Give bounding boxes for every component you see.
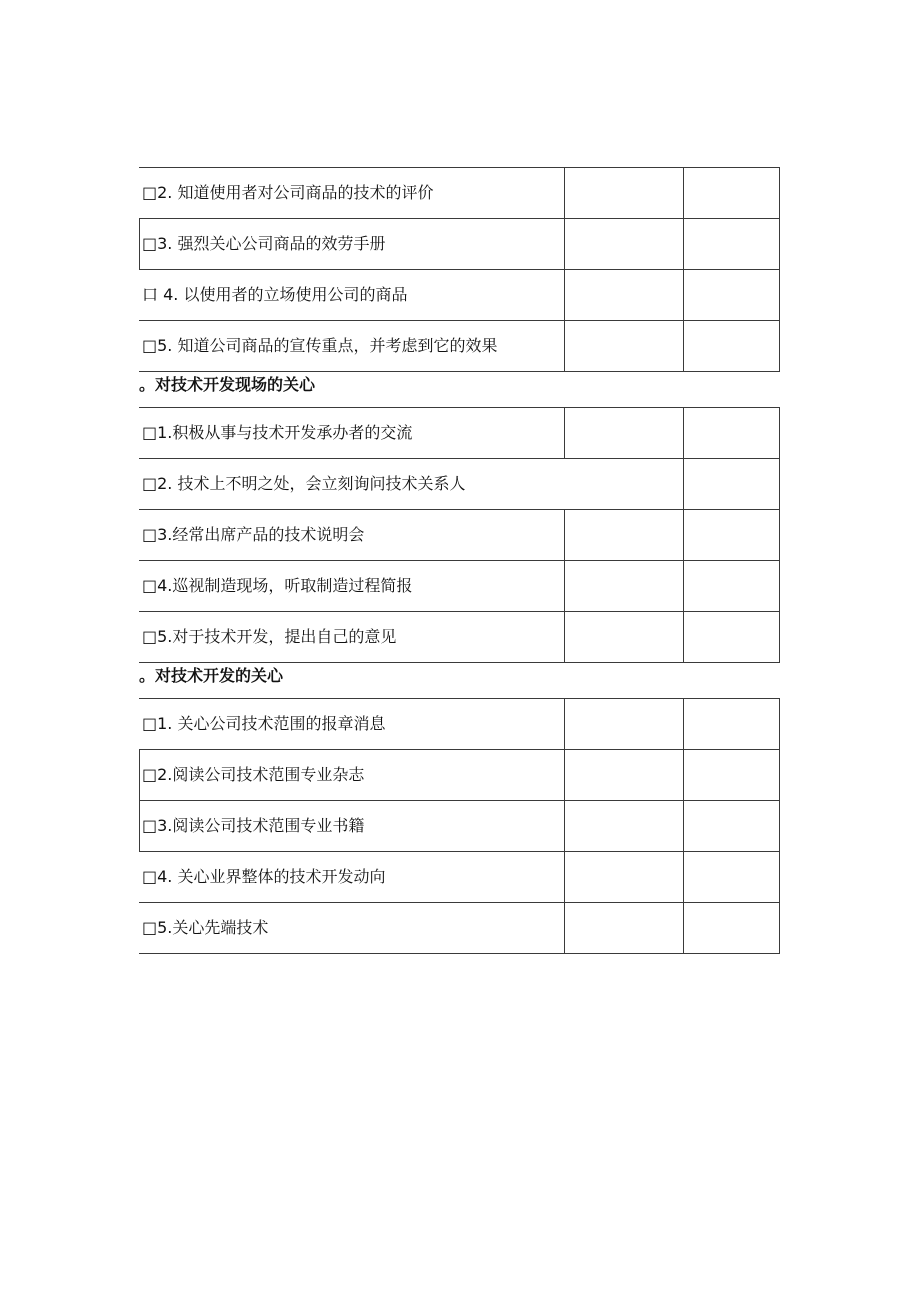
item-label: □1. 关心公司技术范围的报章消息 <box>140 699 565 750</box>
table-row <box>140 459 780 510</box>
section3-heading: 。对技术开发的关心 <box>139 666 284 685</box>
rating-cell[interactable] <box>684 750 780 801</box>
table-row <box>140 852 780 903</box>
table-row <box>140 408 780 459</box>
item-label: □3.经常出席产品的技术说明会 <box>140 510 565 561</box>
item-label: □5.对于技术开发，提出自己的意见 <box>140 612 565 663</box>
table-row <box>140 321 780 372</box>
rating-cell[interactable] <box>565 321 684 372</box>
rating-cell[interactable] <box>684 408 780 459</box>
table-row <box>140 168 780 219</box>
table-row <box>140 801 780 852</box>
rating-cell[interactable] <box>565 750 684 801</box>
rating-cell[interactable] <box>684 852 780 903</box>
rating-cell[interactable] <box>684 219 780 270</box>
item-label: □2.阅读公司技术范围专业杂志 <box>140 750 565 801</box>
rating-cell[interactable] <box>565 903 684 954</box>
table-row <box>140 219 780 270</box>
rating-cell[interactable] <box>684 699 780 750</box>
section1-table-wrap <box>139 167 779 372</box>
section2-table-wrap <box>139 407 779 663</box>
rating-cell[interactable] <box>684 270 780 321</box>
rating-cell[interactable] <box>565 408 684 459</box>
table-row <box>140 699 780 750</box>
item-label: □4.巡视制造现场，听取制造过程简报 <box>140 561 565 612</box>
item-label: □3.阅读公司技术范围专业书籍 <box>140 801 565 852</box>
rating-cell[interactable] <box>684 321 780 372</box>
item-label: □4. 关心业界整体的技术开发动向 <box>140 852 565 903</box>
rating-cell[interactable] <box>684 612 780 663</box>
rating-cell[interactable] <box>565 699 684 750</box>
rating-cell[interactable] <box>565 510 684 561</box>
item-label: □5. 知道公司商品的宣传重点，并考虑到它的效果 <box>140 321 565 372</box>
item-label: □2. 知道使用者对公司商品的技术的评价 <box>140 168 565 219</box>
rating-cell[interactable] <box>565 219 684 270</box>
table-row <box>140 612 780 663</box>
rating-cell[interactable] <box>684 168 780 219</box>
table-row <box>140 750 780 801</box>
rating-cell[interactable] <box>684 561 780 612</box>
rating-cell[interactable] <box>565 168 684 219</box>
section3-table-wrap <box>139 698 779 954</box>
rating-cell[interactable] <box>565 801 684 852</box>
rating-cell[interactable] <box>565 612 684 663</box>
item-label: □1.积极从事与技术开发承办者的交流 <box>140 408 565 459</box>
rating-cell[interactable] <box>684 510 780 561</box>
table-row <box>140 270 780 321</box>
item-label: □2. 技术上不明之处，会立刻询问技术关系人 <box>140 459 684 510</box>
section2-table <box>139 407 780 663</box>
rating-cell[interactable] <box>565 561 684 612</box>
rating-cell[interactable] <box>565 852 684 903</box>
item-label: 口 4. 以使用者的立场使用公司的商品 <box>140 270 565 321</box>
rating-cell[interactable] <box>565 270 684 321</box>
rating-cell[interactable] <box>684 903 780 954</box>
rating-cell[interactable] <box>684 801 780 852</box>
section2-heading: 。对技术开发现场的关心 <box>139 375 316 394</box>
rating-cell[interactable] <box>684 459 780 510</box>
table-row <box>140 561 780 612</box>
section1-table <box>139 167 780 372</box>
section3-table <box>139 698 780 954</box>
item-label: □3. 强烈关心公司商品的效劳手册 <box>140 219 565 270</box>
item-label: □5.关心先端技术 <box>140 903 565 954</box>
table-row <box>140 903 780 954</box>
table-row <box>140 510 780 561</box>
